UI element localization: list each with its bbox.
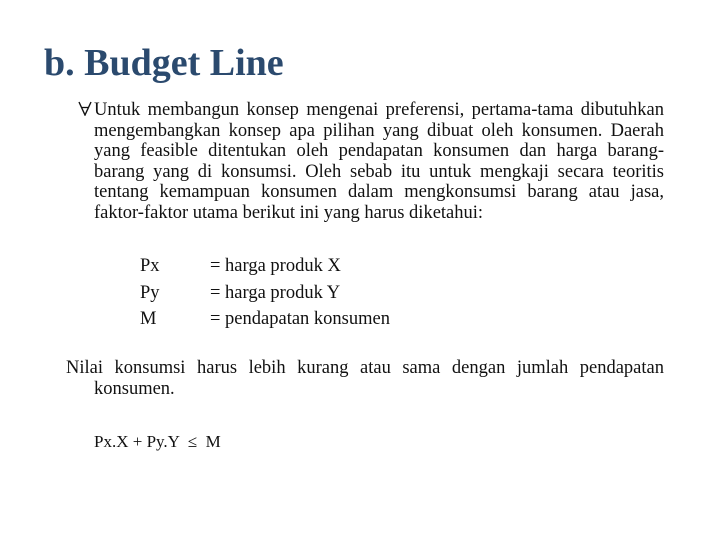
definition-item (140, 253, 390, 280)
bullet-arrow-icon (78, 100, 92, 120)
budget-formula: Px.X + Py.Y ≤ M (94, 432, 221, 451)
definition-meaning: = pendapatan konsumen (210, 309, 390, 329)
definition-meaning: = harga produk X (210, 256, 341, 276)
definition-symbol: M (140, 309, 157, 329)
constraint-paragraph: Nilai konsumsi harus lebih kurang atau sama dengan jumlah pendapatan konsumen. (66, 358, 664, 399)
definition-symbol: Px (140, 256, 160, 276)
bullet-arrow-icon-svg (78, 100, 92, 116)
definition-item (140, 280, 390, 307)
definition-item (140, 306, 390, 333)
slide-title: b. Budget Line (44, 42, 284, 84)
definition-symbol: Py (140, 282, 160, 303)
definition-meaning: = harga produk Y (210, 282, 341, 303)
intro-paragraph: Untuk membangun konsep mengenai preferensi, pertama-tama dibutuhkan mengembangkan konsep apa pilihan yang dibuat oleh konsumen. Daerah yang feasible ditentukan oleh pendapatan konsumen dan harga barang-barang yang di konsumsi. Oleh sebab itu untuk mengkaji secara teoritis tentang kemampuan konsumen dalam mengkonsumsi barang atau jasa, faktor-faktor utama berikut ini yang harus diketahui: (94, 100, 664, 223)
definition-list (140, 253, 390, 333)
